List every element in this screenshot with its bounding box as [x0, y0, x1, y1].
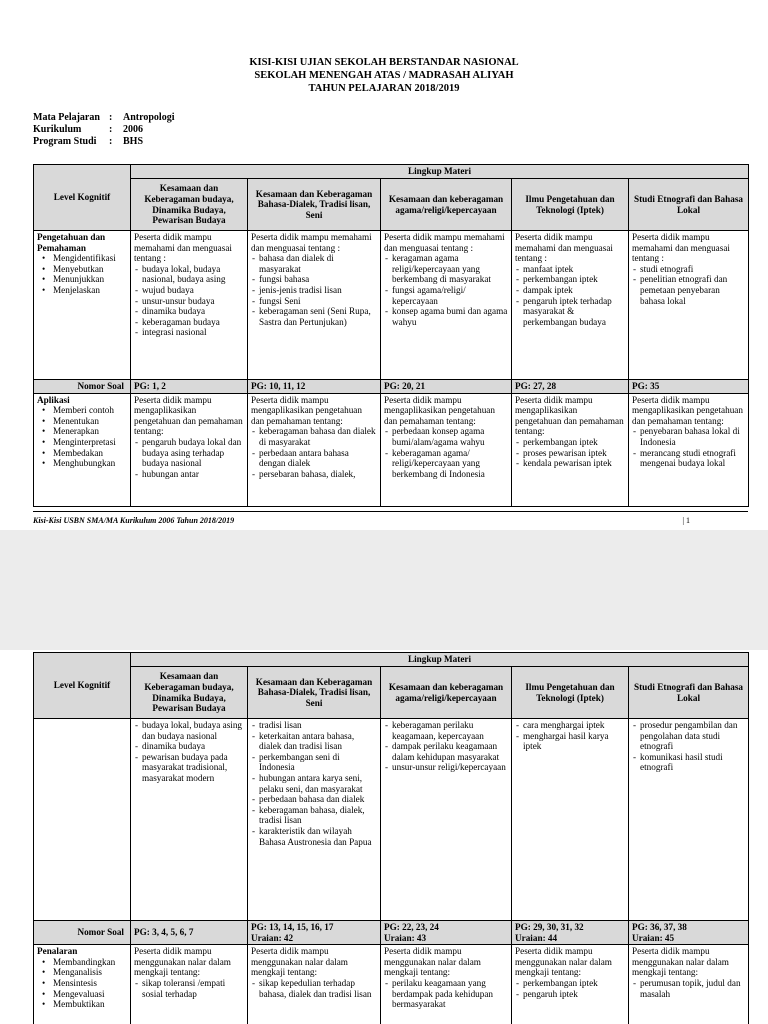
- list-item: - keberagaman seni (Seni Rupa, Sastra dan Pertunjukan): [259, 306, 377, 327]
- list-item: - pengaruh budaya lokal dan budaya asing terhadap budaya nasional: [142, 437, 244, 469]
- list-item: - bahasa dan dialek di masyarakat: [259, 253, 377, 274]
- list-item: - fungsi Seni: [259, 296, 377, 307]
- meta-program: [33, 136, 143, 148]
- list-item: - komunikasi hasil studi etnografi: [640, 752, 745, 773]
- cell-intro: Peserta didik mampu memahami dan menguasai tentang :: [632, 232, 730, 264]
- material-cell: [629, 719, 749, 921]
- cell-intro: Peserta didik mampu memahami dan menguasai tentang :: [384, 232, 505, 253]
- nomor-pg: PG: 13, 14, 15, 16, 17: [251, 922, 334, 932]
- material-cell: [381, 393, 512, 506]
- list-item: - pewarisan budaya pada masyarakat tradisional, masyarakat modern: [142, 752, 244, 784]
- kisi-table-page-1: [33, 164, 749, 507]
- list-item: - wujud budaya: [142, 285, 244, 296]
- cell-intro: Peserta didik mampu memahami dan menguasai tentang :: [134, 232, 232, 264]
- material-cell: [131, 393, 248, 506]
- material-cell: [381, 719, 512, 921]
- list-item: - karakteristik dan wilayah Bahasa Austronesia dan Papua: [259, 826, 377, 847]
- nomor-pg: PG: 29, 30, 31, 32: [515, 922, 584, 932]
- list-item: - prosedur pengambilan dan pengolahan data studi etnografi: [640, 720, 745, 752]
- list-item: - perkembangan seni di Indonesia: [259, 752, 377, 773]
- list-item: • Menghubungkan: [53, 458, 127, 469]
- meta-curriculum-key: Kurikulum: [33, 124, 82, 135]
- page-gap: [0, 530, 768, 650]
- nomor-pg: PG: 22, 23, 24: [384, 922, 439, 932]
- list-item: - unsur-unsur budaya: [142, 296, 244, 307]
- list-item: - perilaku keagamaan yang berdampak pada kehidupan bermasyarakat: [392, 978, 508, 1010]
- nomor-soal-value: [381, 921, 512, 945]
- meta-subject-sep: :: [109, 112, 113, 123]
- level-cell-empty: [34, 719, 131, 921]
- material-cell: [248, 719, 381, 921]
- list-item: - hubungan antar: [142, 469, 244, 480]
- list-item: - perbedaan bahasa dan dialek: [259, 794, 377, 805]
- list-item: - sikap kepedulian terhadap bahasa, dialek dan tradisi lisan: [259, 978, 377, 999]
- list-item: - fungsi bahasa: [259, 274, 377, 285]
- list-item: - keberagaman bahasa, dialek, tradisi lisan: [259, 805, 377, 826]
- list-item: • Menginterpretasi: [53, 437, 127, 448]
- header-level-kognitif: Level Kognitif: [34, 165, 131, 231]
- nomor-soal-value: PG: 27, 28: [512, 380, 629, 394]
- cell-intro: Peserta didik mampu menggunakan nalar dalam mengkaji tentang:: [384, 946, 481, 978]
- nomor-uraian: Uraian: 42: [251, 932, 294, 943]
- list-item: - dinamika budaya: [142, 741, 244, 752]
- nomor-soal-label: Nomor Soal: [34, 921, 131, 945]
- table-row: [34, 945, 749, 1024]
- header-col-2: Kesamaan dan Keberagaman Bahasa-Dialek, Tradisi lisan, Seni: [248, 179, 381, 231]
- doc-title-line-3: TAHUN PELAJARAN 2018/2019: [308, 83, 460, 94]
- meta-curriculum: [33, 124, 143, 136]
- nomor-uraian: Uraian: 43: [384, 932, 427, 943]
- nomor-soal-label: Nomor Soal: [34, 380, 131, 394]
- list-item: - konsep agama bumi dan agama wahyu: [392, 306, 508, 327]
- list-item: - perumusan topik, judul dan masalah: [640, 978, 745, 999]
- nomor-soal-value: [248, 921, 381, 945]
- cell-intro: Peserta didik mampu memahami dan menguasai tentang :: [251, 232, 372, 253]
- list-item: • Menentukan: [53, 416, 127, 427]
- list-item: - keragaman agama religi/kepercayaan yang berkembang di masyarakat: [392, 253, 508, 285]
- material-cell: [248, 393, 381, 506]
- material-cell: [629, 945, 749, 1024]
- cell-intro: Peserta didik mampu mengaplikasikan pengetahuan dan pemahaman tentang:: [134, 394, 243, 437]
- list-item: • Memberi contoh: [53, 405, 127, 416]
- list-item: - budaya lokal, budaya asing dan budaya nasional: [142, 720, 244, 741]
- list-item: - keberagaman bahasa dan dialek di masyarakat: [259, 426, 377, 447]
- list-item: - cara menghargai iptek: [523, 720, 625, 731]
- header-level-kognitif: Level Kognitif: [34, 653, 131, 719]
- list-item: • Menganalisis: [53, 967, 127, 978]
- list-item: - keberagaman agama/ religi/kepercayaan yang berkembang di Indonesia: [392, 448, 508, 480]
- material-cell: [248, 231, 381, 380]
- list-item: - perkembangan iptek: [523, 274, 625, 285]
- cell-intro: Peserta didik mampu menggunakan nalar dalam mengkaji tentang:: [251, 946, 348, 978]
- material-cell: [512, 719, 629, 921]
- list-item: - integrasi nasional: [142, 327, 244, 338]
- header-col-2: Kesamaan dan Keberagaman Bahasa-Dialek, Tradisi lisan, Seni: [248, 667, 381, 719]
- material-cell: [131, 231, 248, 380]
- meta-curriculum-sep: :: [109, 124, 113, 135]
- list-item: - sikap toleransi /empati sosial terhadap: [142, 978, 244, 999]
- nomor-uraian: Uraian: 44: [515, 932, 558, 943]
- header-lingkup-materi: Lingkup Materi: [131, 165, 749, 179]
- nomor-soal-row: [34, 380, 749, 394]
- doc-title-line-2: SEKOLAH MENENGAH ATAS / MADRASAH ALIYAH: [254, 70, 514, 81]
- material-cell: [512, 231, 629, 380]
- document-page-2: [0, 650, 768, 1024]
- list-item: - tradisi lisan: [259, 720, 377, 731]
- nomor-soal-value: PG: 20, 21: [381, 380, 512, 394]
- list-item: - keterkaitan antara bahasa, dialek dan tradisi lisan: [259, 731, 377, 752]
- material-cell: [131, 719, 248, 921]
- nomor-soal-value: [512, 921, 629, 945]
- nomor-soal-value: [131, 921, 248, 945]
- header-col-3: Kesamaan dan keberagaman agama/religi/kepercayaan: [381, 667, 512, 719]
- list-item: - perbedaan antara bahasa dengan dialek: [259, 448, 377, 469]
- nomor-pg: PG: 36, 37, 38: [632, 922, 687, 932]
- nomor-soal-value: [629, 921, 749, 945]
- table-row: [34, 393, 749, 506]
- list-item: - merancang studi etnografi mengenai budaya lokal: [640, 448, 745, 469]
- meta-program-key: Program Studi: [33, 136, 97, 147]
- level-title: Aplikasi: [37, 394, 70, 405]
- list-item: - perkembangan iptek: [523, 978, 625, 989]
- list-item: - perbedaan konsep agama bumi/alam/agama wahyu: [392, 426, 508, 447]
- header-col-1: Kesamaan dan Keberagaman budaya, Dinamika Budaya, Pewarisan Budaya: [131, 667, 248, 719]
- table-row: [34, 231, 749, 380]
- nomor-uraian: Uraian: 45: [632, 932, 675, 943]
- footer-divider: [33, 511, 748, 512]
- meta-subject-key: Mata Pelajaran: [33, 112, 100, 123]
- nomor-soal-row: [34, 921, 749, 945]
- nomor-soal-value: PG: 35: [629, 380, 749, 394]
- list-item: • Membandingkan: [53, 957, 127, 968]
- list-item: • Menyebutkan: [53, 264, 127, 275]
- material-cell: [512, 393, 629, 506]
- list-item: - pengaruh iptek terhadap masyarakat & perkembangan budaya: [523, 296, 625, 328]
- list-item: • Mengidentifikasi: [53, 253, 127, 264]
- list-item: - penyebaran bahasa lokal di Indonesia: [640, 426, 745, 447]
- header-col-4: Ilmu Pengetahuan dan Teknologi (Iptek): [512, 667, 629, 719]
- header-col-3: Kesamaan dan keberagaman agama/religi/kepercayaan: [381, 179, 512, 231]
- nomor-pg: PG: 3, 4, 5, 6, 7: [134, 927, 194, 938]
- list-item: • Menjelaskan: [53, 285, 127, 296]
- material-cell: [629, 231, 749, 380]
- nomor-soal-value: PG: 1, 2: [131, 380, 248, 394]
- list-item: - fungsi agama/religi/ kepercayaan: [392, 285, 508, 306]
- level-title: Pengetahuan dan Pemahaman: [37, 232, 106, 253]
- cell-intro: Peserta didik mampu memahami dan menguasai tentang :: [515, 232, 613, 264]
- cell-intro: Peserta didik mampu mengaplikasikan pengetahuan dan pemahaman tentang:: [515, 394, 624, 437]
- material-cell: [131, 945, 248, 1024]
- list-item: - kendala pewarisan iptek: [523, 458, 625, 469]
- list-item: - persebaran bahasa, dialek,: [259, 469, 377, 480]
- list-item: - keberagaman budaya: [142, 317, 244, 328]
- cell-intro: Peserta didik mampu menggunakan nalar dalam mengkaji tentang:: [134, 946, 231, 978]
- meta-program-sep: :: [109, 136, 113, 147]
- list-item: • Menunjukkan: [53, 274, 127, 285]
- meta-curriculum-value: 2006: [123, 124, 143, 135]
- list-item: - pengaruh iptek: [523, 989, 625, 1000]
- level-cell-penalaran: [34, 945, 131, 1024]
- cell-intro: Peserta didik mampu mengaplikasikan pengetahuan dan pemahaman tentang:: [251, 394, 362, 426]
- cell-intro: Peserta didik mampu menggunakan nalar dalam mengkaji tentang:: [632, 946, 729, 978]
- list-item: • Membedakan: [53, 448, 127, 459]
- header-col-4: Ilmu Pengetahuan dan Teknologi (Iptek): [512, 179, 629, 231]
- list-item: - menghargai hasil karya iptek: [523, 731, 625, 752]
- footer-text: Kisi-Kisi USBN SMA/MA Kurikulum 2006 Tahun 2018/2019: [33, 516, 235, 525]
- list-item: - penelitian etnografi dan pemetaan penyebaran bahasa lokal: [640, 274, 745, 306]
- meta-subject: [33, 112, 175, 124]
- header-col-5: Studi Etnografi dan Bahasa Lokal: [629, 667, 749, 719]
- level-cell-aplikasi: [34, 393, 131, 506]
- list-item: - perkembangan iptek: [523, 437, 625, 448]
- list-item: - jenis-jenis tradisi lisan: [259, 285, 377, 296]
- page-footer: [33, 516, 748, 525]
- list-item: • Mengevaluasi: [53, 989, 127, 1000]
- level-cell-pengetahuan: [34, 231, 131, 380]
- list-item: - studi etnografi: [640, 264, 745, 275]
- list-item: - manfaat iptek: [523, 264, 625, 275]
- header-lingkup-materi: Lingkup Materi: [131, 653, 749, 667]
- cell-intro: Peserta didik mampu mengaplikasikan pengetahuan dan pemahaman tentang:: [384, 394, 495, 426]
- list-item: - budaya lokal, budaya nasional, budaya asing: [142, 264, 244, 285]
- list-item: - hubungan antara karya seni, pelaku seni, dan masyarakat: [259, 773, 377, 794]
- cell-intro: Peserta didik mampu mengaplikasikan pengetahuan dan pemahaman tentang:: [632, 394, 743, 426]
- material-cell: [629, 393, 749, 506]
- cell-intro: Peserta didik mampu menggunakan nalar dalam mengkaji tentang:: [515, 946, 612, 978]
- list-item: - keberagaman perilaku keagamaan, kepercayaan: [392, 720, 508, 741]
- meta-subject-value: Antropologi: [123, 112, 175, 123]
- material-cell: [512, 945, 629, 1024]
- level-title: Penalaran: [37, 946, 78, 957]
- list-item: - dampak perilaku keagamaan dalam kehidupan masyarakat: [392, 741, 508, 762]
- material-cell: [381, 945, 512, 1024]
- material-cell: [248, 945, 381, 1024]
- list-item: - dampak iptek: [523, 285, 625, 296]
- list-item: • Menerapkan: [53, 426, 127, 437]
- page-number: | 1: [682, 516, 690, 525]
- list-item: - proses pewarisan iptek: [523, 448, 625, 459]
- doc-title-line-1: KISI-KISI UJIAN SEKOLAH BERSTANDAR NASIONAL: [249, 57, 519, 68]
- table-row: [34, 719, 749, 921]
- header-col-1: Kesamaan dan Keberagaman budaya, Dinamika Budaya, Pewarisan Budaya: [131, 179, 248, 231]
- list-item: • Membuktikan: [53, 999, 127, 1010]
- meta-program-value: BHS: [123, 136, 144, 147]
- nomor-soal-value: PG: 10, 11, 12: [248, 380, 381, 394]
- material-cell: [381, 231, 512, 380]
- kisi-table-page-2: [33, 652, 749, 1024]
- header-col-5: Studi Etnografi dan Bahasa Lokal: [629, 179, 749, 231]
- list-item: • Mensintesis: [53, 978, 127, 989]
- list-item: - unsur-unsur religi/kepercayaan: [392, 762, 508, 773]
- list-item: - dinamika budaya: [142, 306, 244, 317]
